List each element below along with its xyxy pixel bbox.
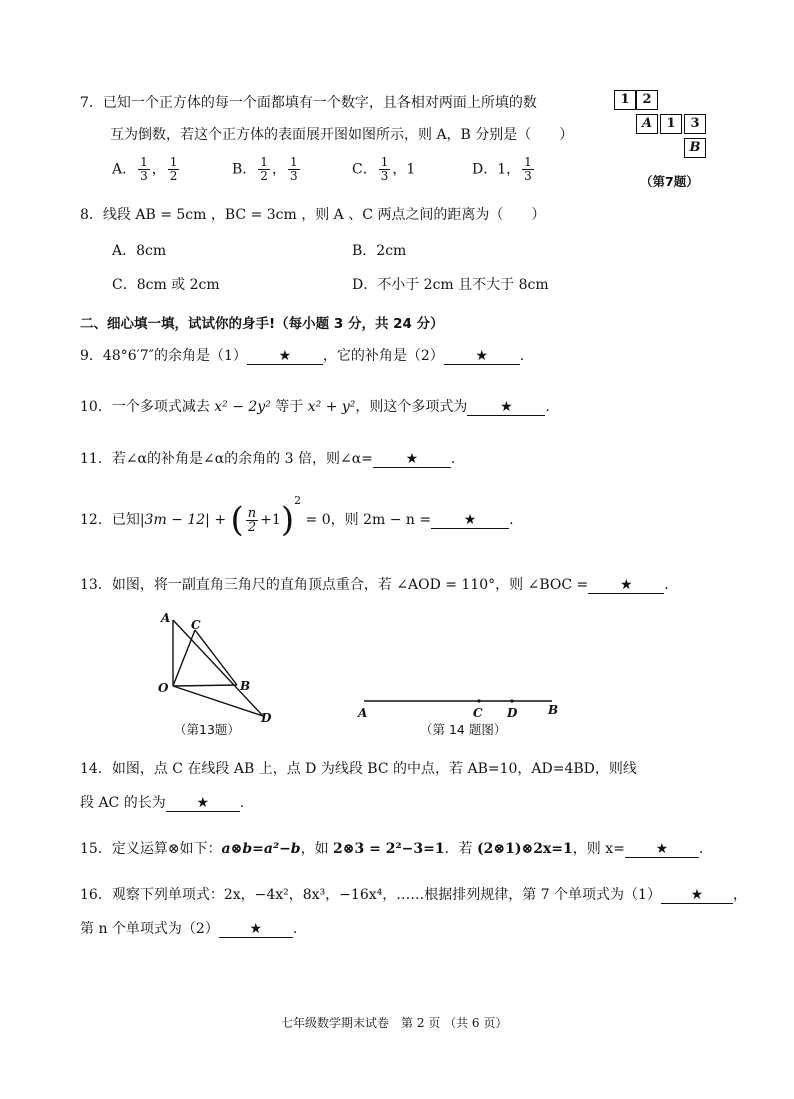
fig13-caption: （第13题）: [174, 722, 240, 737]
fig14-caption: （第 14 题图）: [420, 722, 507, 737]
q11-blank[interactable]: ★: [373, 451, 451, 468]
cube-net-figure: [614, 90, 714, 160]
q7-caption: （第7题）: [640, 174, 699, 189]
q9-blank-1[interactable]: ★: [247, 348, 323, 365]
q11: 11．若∠α的补角是∠α的余角的 3 倍，则∠α= ★ .: [80, 451, 456, 467]
net-cell: 1: [614, 90, 636, 110]
q7-line2: 互为倒数，若这个正方体的表面展开图如图所示，则 A，B 分别是（ ）: [110, 127, 574, 143]
q8-text: 8．线段 AB = 5cm ，BC = 3cm ，则 A 、C 两点之间的距离为（ ）: [80, 207, 546, 223]
net-cell: B: [684, 138, 706, 158]
q14-line2: 段 AC 的长为 ★ .: [80, 795, 245, 811]
fig13-label-c: C: [191, 618, 201, 632]
q7-option-a[interactable]: A． $\frac{1}{3}$ ， $\frac{1}{2}$: [112, 155, 178, 183]
q15-blank[interactable]: ★: [625, 841, 699, 858]
q8-option-d[interactable]: D．不小于 2cm 且不大于 8cm: [352, 277, 549, 293]
q7-option-c[interactable]: C． $\frac{1}{3}$ ，1: [352, 155, 416, 183]
q8-option-c[interactable]: C．8cm 或 2cm: [112, 277, 220, 293]
q14-blank[interactable]: ★: [166, 795, 240, 812]
q16-blank-1[interactable]: ★: [661, 887, 733, 904]
q16-line2: 第 n 个单项式为（2） ★ .: [80, 921, 298, 937]
net-cell: 3: [684, 114, 706, 134]
fig14-label-b: B: [548, 703, 559, 717]
net-cell: 2: [636, 90, 658, 110]
q12: 12．已知|3m − 12| + ( $\frac{n}{2}$ +1)$^2$ = 0，则 2m − n = ★ .: [80, 494, 514, 540]
fig13-label-o: O: [158, 681, 169, 695]
fig13-label-b: B: [240, 679, 251, 693]
q7-option-d[interactable]: D．1， $\frac{1}{3}$: [472, 155, 532, 183]
q9: 9．48°6′7″的余角是（1） ★ ，它的补角是（2） ★ .: [80, 348, 525, 364]
q12-blank[interactable]: ★: [431, 512, 509, 529]
q13-blank[interactable]: ★: [588, 577, 664, 594]
q16-blank-2[interactable]: ★: [219, 921, 293, 938]
q8-option-a[interactable]: A．8cm: [112, 243, 167, 259]
fig14-label-d: D: [507, 706, 518, 720]
page-footer: 七年级数学期末试卷 第 2 页 （共 6 页）: [281, 1016, 508, 1030]
q10: 10．一个多项式减去 x² − 2y² 等于 x² + y²，则这个多项式为 ★ .: [80, 399, 550, 415]
net-cell: A: [636, 114, 658, 134]
q13: 13．如图，将一副直角三角尺的直角顶点重合，若 ∠AOD = 110°，则 ∠BOC = ★ .: [80, 577, 669, 593]
q15: 15．定义运算⊗如下：a⊗b=a²−b，如 2⊗3 = 2²−3=1．若 (2⊗1)⊗2x=1，则 x= ★ .: [80, 841, 704, 857]
section-2-heading: 二、细心填一填，试试你的身手!（每小题 3 分，共 24 分）: [80, 316, 444, 332]
q7-line1: 7．已知一个正方体的每一个面都填有一个数字，且各相对两面上所填的数: [80, 95, 537, 111]
q9-blank-2[interactable]: ★: [444, 348, 520, 365]
figure-14: [352, 690, 572, 720]
fig14-label-a: A: [358, 706, 368, 720]
q8-option-b[interactable]: B．2cm: [352, 243, 407, 259]
fig13-label-a: A: [161, 611, 171, 625]
fig13-label-d: D: [261, 711, 272, 725]
q7-option-b[interactable]: B． $\frac{1}{2}$ ， $\frac{1}{3}$: [232, 155, 298, 183]
fig14-label-c: C: [473, 706, 483, 720]
q16-line1: 16．观察下列单项式：2x，−4x²，8x³，−16x⁴，……根据排列规律，第 7 个单项式为（1） ★ ，: [80, 887, 747, 903]
figure-13: [155, 610, 285, 735]
net-cell: 1: [660, 114, 682, 134]
q10-blank[interactable]: ★: [467, 399, 545, 416]
q14-line1: 14．如图，点 C 在线段 AB 上，点 D 为线段 BC 的中点，若 AB=10，AD=4BD，则线: [80, 761, 637, 777]
